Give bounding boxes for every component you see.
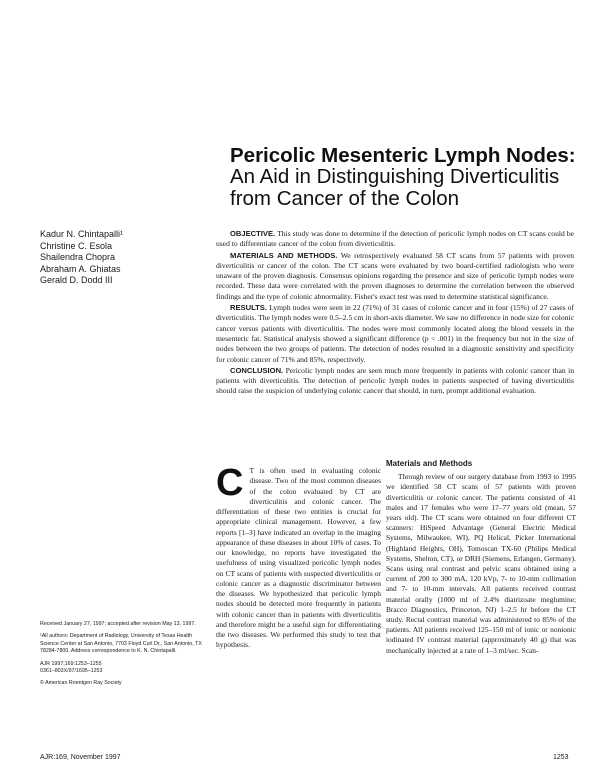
- drop-cap: C: [216, 462, 244, 504]
- article-title: Pericolic Mesenteric Lymph Nodes:: [230, 144, 576, 167]
- results-text: Lymph nodes were seen in 22 (71%) of 31 cases of colonic cancer and in four (15%) of 27 cases of diverticulitis. The lymph nodes were 0.5–2.5 cm in short-axis diameter. We saw no difference in node size for colonic cancer versus patients with diverticulitis. The nodes were most commonly located along the blood vessels in the mesenteric fat. Statistical analysis showed a significant difference (p < .001) in the frequency but not in the size of nodes between the two groups of patients. The detection of nodes resulted in a diagnostic sensitivity and specificity for colonic cancer of 71% and 85%, respectively.: [216, 303, 574, 364]
- footer-journal: AJR:169, November 1997: [40, 754, 121, 761]
- section-heading: Materials and Methods: [386, 459, 473, 468]
- article-subtitle: [230, 166, 590, 210]
- author-list: [40, 229, 200, 287]
- intro-paragraph: T is often used in evaluating colonic disease. Two of the most common diseases of the colon evaluated by CT are diverticulitis and colonic cancer. The differentiation of these two entities is crucial for appropriate clinical management. However, a few reports [1–3] have indicated an overlap in the imaging appearance of these diseases in about 10% of cases. To our knowledge, no reports have investigated the usefulness of using visualized pericolic lymph nodes on CT scans of patients with suspected diverticulitis or colonic cancer as a diagnostic discriminator between the diseases. We hypothesized that pericolic lymph nodes should be detected more frequently in patients with colonic cancer than in patients with diverticulitis and therefore might be a useful sign for differentiating the two diseases. We performed this study to test that hypothesis.: [216, 466, 381, 650]
- subtitle-line-1: An Aid in Distinguishing Diverticulitis: [230, 165, 560, 188]
- author-name: Kadur N. Chintapalli¹: [40, 229, 124, 239]
- abstract-objective: [216, 229, 574, 250]
- author-name: Gerald D. Dodd III: [40, 275, 113, 286]
- conclusion-text: Pericolic lymph nodes are seen much more frequently in patients with colonic cancer than in patients with diverticulitis. The detection of pericolic lymph nodes in patients suspected of having diverticulitis should raise the suspicion of underlying colonic cancer that should, in turn, prompt additional evaluation.: [216, 365, 574, 396]
- received-note: Received January 27, 1997; accepted after revision May 13, 1997.: [40, 621, 196, 627]
- citation-code: AJR 1997;169:1253–1255: [40, 660, 102, 667]
- conclusion-heading: CONCLUSION.: [230, 365, 284, 375]
- author-name: Shailendra Chopra: [40, 252, 116, 263]
- author-name: Christine C. Esola: [40, 240, 113, 251]
- abstract-conclusion: [216, 366, 574, 397]
- abstract-results: [216, 303, 574, 365]
- results-heading: RESULTS.: [230, 303, 267, 313]
- objective-text: This study was done to determine if the detection of pericolic lymph nodes on CT scans could be used to differentiate cancer of the colon from diverticulitis.: [216, 229, 574, 249]
- abstract: [216, 229, 574, 398]
- body-column-2: [386, 459, 576, 656]
- issn-code: 0361–803X/97/1695–1253: [40, 668, 103, 675]
- objective-heading: OBJECTIVE.: [230, 229, 276, 238]
- abstract-methods: [216, 251, 574, 302]
- methods-heading: MATERIALS AND METHODS.: [230, 250, 338, 260]
- subtitle-line-2: from Cancer of the Colon: [230, 187, 460, 210]
- methods-paragraph: Through review of our surgery database from 1993 to 1995 we identified 58 CT scans of 57 patients with proven diverticulitis or colonic cancer. The patients consisted of 41 males and 17 females who were 17–77 years old (mean, 57 years old). The CT scans were obtained on four different CT scanners: HiSpeed Advantage (General Electric Medical Systems, Milwaukee, WI), PQ Helical, Picker International (Highland Heights, OH), Tomoscan TX-60 (Philips Medical Systems, Shelton, CT), or DRH (Siemens, Erlangen, Germany). Scans using oral contrast and pelvic scans obtained using a current of 200 to 300 mA, 120 kVp, 7- to 10-mm collimation and 7- to 10-mm intervals. All patients received contrast material orally (1000 ml of 2.4% diatrizoate meglumine; Bracco Diagnostics, Princeton, NJ) 1–2.5 hr before the CT study. Rectal contrast material was administered to 85% of the patients. All patients received 125–150 ml of ionic or nonionic iodinated IV contrast material (approximately 40 g) that was mechanically injected at a rate of 1–3 ml/sec. Scan-: [386, 472, 576, 655]
- page-number: 1253: [553, 754, 569, 761]
- body-column-1: [216, 462, 381, 651]
- copyright-note: © American Roentgen Ray Society: [40, 680, 122, 687]
- affiliation-note: ¹All authors: Department of Radiology, University of Texas Health Science Center at San Antonio, 7703 Floyd Curl Dr., San Antonio, TX 78284-7800. Address correspondence to K. N. Chintapalli.: [40, 633, 202, 655]
- article-notes: [40, 621, 206, 693]
- author-name: Abraham A. Ghiatas: [40, 263, 121, 274]
- methods-text: We retrospectively evaluated 58 CT scans from 57 patients with proven diverticulitis or cancer of the colon. The CT scans were evaluated by two board-certified radiologists who were unaware of the proven diagnosis. Consensus opinions regarding the presence and size of pericolic lymph nodes were recorded. These data were correlated with the proven diagnoses to determine the correlation between the observed findings and the type of colonic abnormality. Fisher's exact test was used to determine statistical significance.: [216, 250, 574, 301]
